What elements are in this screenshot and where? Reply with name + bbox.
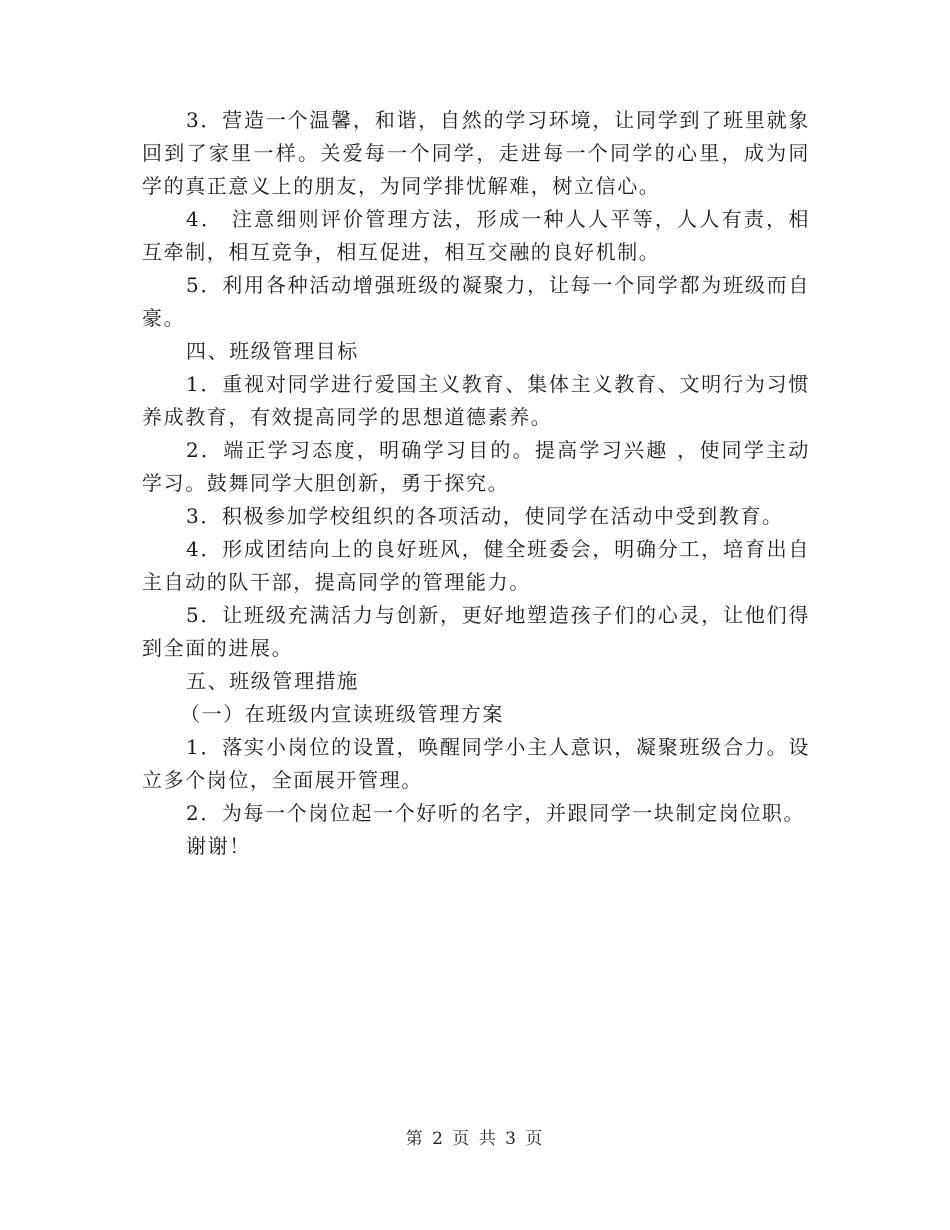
closing-thanks: 谢谢！ — [186, 834, 251, 858]
goal-item-2: 2．端正学习态度，明确学习目的。提高学习兴趣 ，使同学主动学习。鼓舞同学大胆创新，勇于探究。 — [142, 438, 810, 495]
section-heading-goals: 四、班级管理目标 — [186, 339, 359, 363]
page-number-footer: 第 2 页 共 3 页 — [405, 1129, 545, 1149]
goal-item-5: 5．让班级充满活力与创新，更好地塑造孩子们的心灵，让他们得到全面的进展。 — [142, 603, 810, 660]
goal-item-4: 4．形成团结向上的良好班风，健全班委会，明确分工，培育出自主自动的队干部，提高同学的管理能力。 — [142, 537, 810, 594]
measure-item-1: 1．落实小岗位的设置，唤醒同学小主人意识，凝聚班级合力。设立多个岗位，全面展开管理。 — [142, 735, 810, 792]
paragraph-item-5: 5．利用各种活动增强班级的凝聚力，让每一个同学都为班级而自豪。 — [142, 273, 810, 330]
measure-item-2: 2．为每一个岗位起一个好听的名字，并跟同学一块制定岗位职。 — [186, 801, 806, 825]
subsection-heading-plan: （一）在班级内宣读班级管理方案 — [180, 702, 504, 726]
paragraph-item-3: 3．营造一个温馨，和谐，自然的学习环境，让同学到了班里就象回到了家里一样。关爱每一个同学，走进每一个同学的心里，成为同学的真正意义上的朋友，为同学排忧解难，树立信心。 — [142, 108, 810, 198]
paragraph-item-4: 4． 注意细则评价管理方法，形成一种人人平等，人人有责，相互牵制，相互竞争，相互促进，相互交融的良好机制。 — [142, 207, 810, 264]
goal-item-1: 1．重视对同学进行爱国主义教育、集体主义教育、文明行为习惯养成教育，有效提高同学的思想道德素养。 — [142, 372, 810, 429]
section-heading-measures: 五、班级管理措施 — [186, 669, 359, 693]
goal-item-3: 3．积极参加学校组织的各项活动，使同学在活动中受到教育。 — [186, 504, 784, 528]
document-body — [142, 104, 810, 863]
